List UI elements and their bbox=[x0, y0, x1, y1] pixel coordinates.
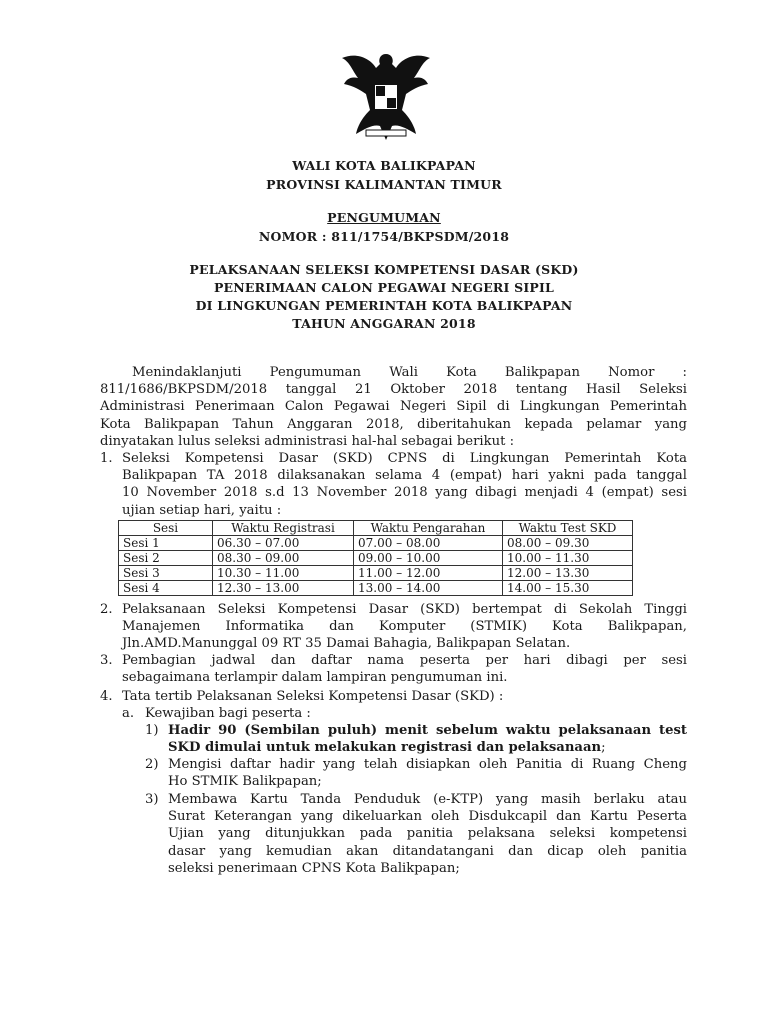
text-line: dinyatakan lulus seleksi administrasi hal-hal sebagai berikut : bbox=[100, 433, 515, 449]
col-header: Waktu Test SKD bbox=[503, 521, 633, 536]
text-line: Manajemen Informatika dan Komputer (STMIK) Kota Balikpapan, bbox=[122, 619, 687, 635]
document-number: NOMOR : 811/1754/BKPSDM/2018 bbox=[258, 229, 510, 244]
text-line: Jln.AMD.Manunggal 09 RT 35 Damai Bahagia, Balikpapan Selatan. bbox=[122, 636, 571, 652]
table-cell: 12.00 – 13.30 bbox=[503, 566, 633, 581]
title-line: DI LINGKUNGAN PEMERINTAH KOTA BALIKPAPAN bbox=[195, 298, 573, 313]
text-line: seleksi penerimaan CPNS Kota Balikpapan; bbox=[168, 860, 460, 876]
text-line: Kewajiban bagi peserta : bbox=[145, 706, 311, 721]
text-line: Kota Balikpapan Tahun Anggaran 2018, diberitahukan kepada pelamar yang bbox=[100, 416, 687, 432]
text-line: Pembagian jadwal dan daftar nama peserta per hari dibagi per sesi bbox=[122, 653, 687, 668]
col-header: Sesi bbox=[119, 521, 213, 536]
garuda-emblem-icon bbox=[336, 50, 436, 142]
text-line: Menindaklanjuti Pengumuman Wali Kota Balikpapan Nomor : bbox=[132, 365, 687, 380]
table-cell: 10.00 – 11.30 bbox=[503, 551, 633, 566]
table-cell: Sesi 1 bbox=[119, 536, 213, 551]
title-line: TAHUN ANGGARAN 2018 bbox=[292, 316, 476, 331]
table-row bbox=[119, 551, 633, 566]
list-number: 2) bbox=[145, 757, 159, 772]
text-line: Pelaksanaan Seleksi Kompetensi Dasar (SKD) bertempat di Sekolah Tinggi bbox=[122, 602, 687, 617]
table-cell: 12.30 – 13.00 bbox=[213, 581, 354, 596]
list-number: a. bbox=[122, 706, 135, 721]
list-number: 2. bbox=[100, 602, 113, 617]
text-line bbox=[168, 739, 687, 756]
list-number: 1) bbox=[145, 723, 159, 738]
text-line: sebagaimana terlampir dalam lampiran pengumuman ini. bbox=[122, 670, 508, 686]
table-header-row bbox=[119, 521, 633, 536]
list-number: 3. bbox=[100, 653, 113, 668]
col-header: Waktu Registrasi bbox=[213, 521, 354, 536]
table-cell: 13.00 – 14.00 bbox=[354, 581, 503, 596]
list-number: 3) bbox=[145, 792, 159, 807]
schedule-table bbox=[118, 520, 633, 596]
title-line: PENERIMAAN CALON PEGAWAI NEGERI SIPIL bbox=[213, 280, 555, 295]
col-header: Waktu Pengarahan bbox=[354, 521, 503, 536]
issuer: WALI KOTA BALIKPAPAN bbox=[292, 158, 476, 173]
text-line: 10 November 2018 s.d 13 November 2018 yang dibagi menjadi 4 (empat) sesi bbox=[122, 485, 687, 501]
table-cell: 06.30 – 07.00 bbox=[213, 536, 354, 551]
text-line: Membawa Kartu Tanda Penduduk (e-KTP) yang masih berlaku atau bbox=[168, 792, 687, 807]
text-line: Administrasi Penerimaan Calon Pegawai Negeri Sipil di Lingkungan Pemerintah bbox=[100, 399, 687, 415]
text-line: dasar yang kemudian akan ditandatangani dan dicap oleh panitia bbox=[168, 843, 687, 859]
text-line: Balikpapan TA 2018 dilaksanakan selama 4 (empat) hari yakni pada tanggal bbox=[122, 468, 687, 484]
table-cell: 14.00 – 15.30 bbox=[503, 581, 633, 596]
table-cell: 07.00 – 08.00 bbox=[354, 536, 503, 551]
text-line: Seleksi Kompetensi Dasar (SKD) CPNS di Lingkungan Pemerintah Kota bbox=[122, 451, 687, 466]
table-cell: 09.00 – 10.00 bbox=[354, 551, 503, 566]
table-cell: Sesi 2 bbox=[119, 551, 213, 566]
document-type: PENGUMUMAN bbox=[327, 210, 441, 225]
bold-text: Hadir 90 (Sembilan puluh) menit sebelum waktu pelaksanaan test bbox=[168, 723, 687, 738]
text-line bbox=[168, 722, 687, 739]
table-cell: Sesi 3 bbox=[119, 566, 213, 581]
table-row bbox=[119, 566, 633, 581]
text-line: Surat Keterangan yang dikeluarkan oleh Disdukcapil dan Kartu Peserta bbox=[168, 809, 687, 825]
text: ; bbox=[601, 740, 606, 756]
list-number: 4. bbox=[100, 689, 113, 704]
list-number: 1. bbox=[100, 451, 113, 466]
table-cell: 10.30 – 11.00 bbox=[213, 566, 354, 581]
table-cell: Sesi 4 bbox=[119, 581, 213, 596]
table-cell: 11.00 – 12.00 bbox=[354, 566, 503, 581]
table-cell: 08.30 – 09.00 bbox=[213, 551, 354, 566]
province: PROVINSI KALIMANTAN TIMUR bbox=[266, 177, 502, 192]
text-line: Ujian yang ditunjukkan pada panitia pelaksana seleksi kompetensi bbox=[168, 826, 687, 842]
text-line: Ho STMIK Balikpapan; bbox=[168, 774, 322, 790]
title-line: PELAKSANAAN SELEKSI KOMPETENSI DASAR (SKD) bbox=[189, 262, 579, 277]
table-cell: 08.00 – 09.30 bbox=[503, 536, 633, 551]
text-line: ujian setiap hari, yaitu : bbox=[122, 502, 282, 518]
text-line: Mengisi daftar hadir yang telah disiapkan oleh Panitia di Ruang Cheng bbox=[168, 757, 687, 772]
bold-text: SKD dimulai untuk melakukan registrasi dan pelaksanaan bbox=[168, 740, 602, 756]
table-row bbox=[119, 536, 633, 551]
text-line: 811/1686/BKPSDM/2018 tanggal 21 Oktober 2018 tentang Hasil Seleksi bbox=[100, 382, 687, 398]
table-row bbox=[119, 581, 633, 596]
text-line: Tata tertib Pelaksanan Seleksi Kompetensi Dasar (SKD) : bbox=[122, 689, 504, 704]
